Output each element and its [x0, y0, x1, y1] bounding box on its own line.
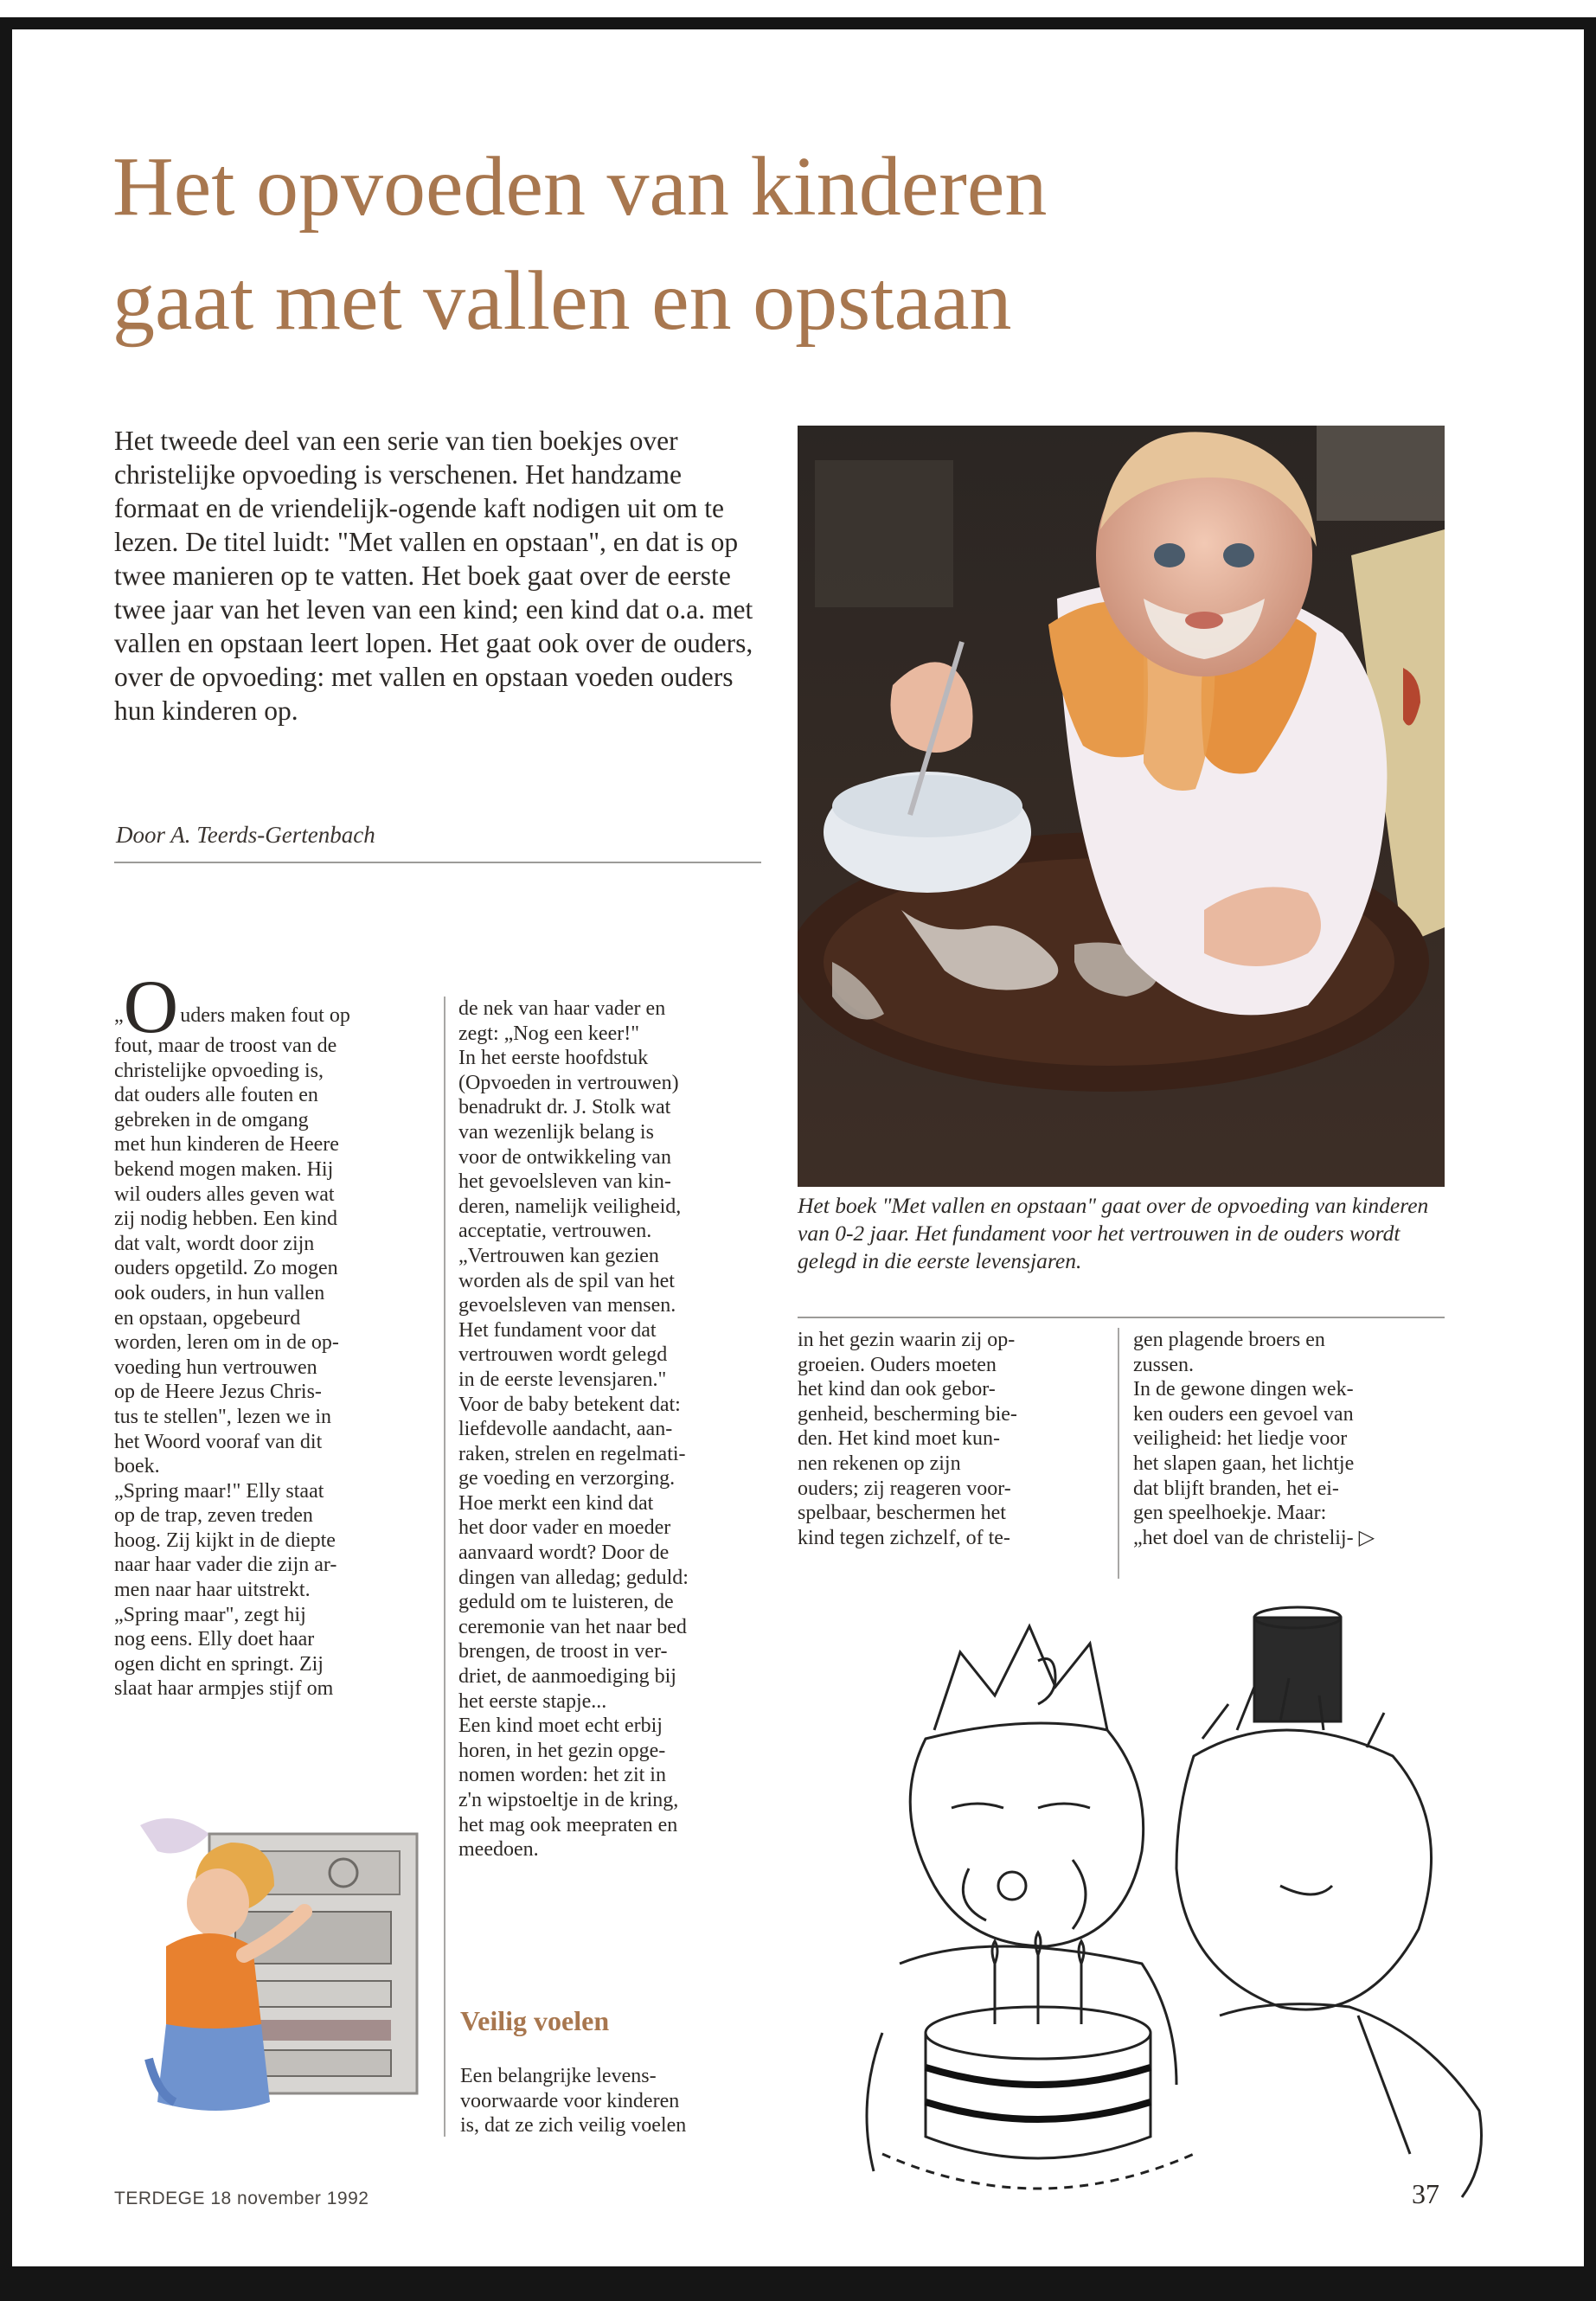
text-line: tus te stellen", lezen we in [114, 1405, 332, 1428]
text-line: nen rekenen op zijn [798, 1452, 961, 1475]
page-border-right [1584, 17, 1596, 2284]
page-border-left [0, 17, 12, 2284]
text-line: (Opvoeden in vertrouwen) [458, 1071, 679, 1094]
first-line-rest: uders maken fout op [180, 1004, 350, 1027]
text-line: aanvaard wordt? Door de [458, 1541, 670, 1565]
text-line: wil ouders alles geven wat [114, 1183, 335, 1206]
column-divider [444, 997, 445, 2137]
text-line: gen plagende broers en [1133, 1329, 1325, 1351]
text-line: Het fundament voor dat [458, 1318, 657, 1342]
body-column-4 [1133, 1328, 1445, 1550]
text-line: In het eerste hoofdstuk [458, 1047, 649, 1070]
text-line: ceremonie van het naar bed [458, 1615, 687, 1638]
text-line: z'n wipstoeltje in de kring, [458, 1789, 679, 1811]
text-line: „Vertrouwen kan gezien [458, 1244, 659, 1267]
title-line-2: gaat met vallen en opstaan [112, 254, 1012, 348]
text-line: op de trap, zeven treden [114, 1504, 313, 1528]
text-line: met hun kinderen de Heere [114, 1133, 339, 1157]
column-divider [1118, 1328, 1119, 1579]
text-line: meedoen. [458, 1838, 539, 1862]
text-line: worden als de spil van het [458, 1269, 675, 1292]
text-line: boek. [114, 1455, 160, 1478]
text-line: ge voeding en verzorging. [458, 1467, 676, 1490]
dropcap-quote: „ [114, 1004, 124, 1027]
text-line: van wezenlijk belang is [458, 1120, 654, 1144]
text-line: fout, maar de troost van de [114, 1035, 337, 1057]
text-line: ogen dicht en springt. Zij [114, 1652, 324, 1676]
text-line: christelijke opvoeding is, [114, 1059, 324, 1082]
text-line: ouders; zij reageren voor- [798, 1477, 1011, 1500]
text-line: voorwaarde voor kinderen [460, 2089, 680, 2112]
text-line: Een kind moet echt erbij [458, 1715, 663, 1738]
text-line: gen speelhoekje. Maar: [1133, 1502, 1327, 1525]
text-line: driet, de aanmoediging bij [458, 1665, 676, 1689]
text-line: liefdevolle aandacht, aan- [458, 1418, 673, 1441]
text-line: zij nodig hebben. Een kind [114, 1208, 337, 1231]
text-line: veiligheid: het liedje voor [1133, 1427, 1348, 1451]
text-line: dingen van alledag; geduld: [458, 1566, 689, 1589]
text-line: naar haar vader die zijn ar- [114, 1554, 337, 1577]
text-line: het gevoelsleven van kin- [458, 1170, 671, 1194]
text-line: in het gezin waarin zij op- [798, 1329, 1016, 1351]
text-line: Voor de baby betekent dat: [458, 1393, 681, 1416]
text-line: „Spring maar", zegt hij [114, 1603, 306, 1626]
text-line: bekend mogen maken. Hij [114, 1157, 334, 1181]
text-line: is, dat ze zich veilig voelen [460, 2114, 687, 2138]
text-line: voeding hun vertrouwen [114, 1356, 317, 1379]
text-line: nog eens. Elly doet haar [114, 1628, 315, 1651]
text-line: horen, in het gezin opge- [458, 1739, 666, 1762]
birthday-children-illustration [830, 1600, 1514, 2206]
text-line: acceptatie, vertrouwen. [458, 1220, 652, 1243]
text-line: dat valt, wordt door zijn [114, 1232, 315, 1255]
body-column-1 [114, 965, 443, 1702]
text-line: kind tegen zichzelf, of te- [798, 1526, 1010, 1549]
text-line: deren, namelijk veiligheid, [458, 1195, 682, 1218]
text-line: vertrouwen wordt gelegd [458, 1343, 668, 1367]
text-line: genheid, bescherming bie- [798, 1402, 1017, 1426]
child-at-cabinet-illustration [114, 1799, 434, 2119]
text-line: in de eerste levensjaren." [458, 1368, 667, 1391]
text-line: brengen, de troost in ver- [458, 1640, 668, 1663]
text-line: het eerste stapje... [458, 1689, 607, 1713]
text-line: het Woord vooraf van dit [114, 1430, 323, 1453]
text-line: ook ouders, in hun vallen [114, 1281, 325, 1304]
subheading-veilig-voelen: Veilig voelen [460, 2005, 610, 2036]
text-line: het slapen gaan, het lichtje [1133, 1452, 1355, 1475]
photo-caption: Het boek "Met vallen en opstaan" gaat over de opvoeding van kinderen van 0-2 jaar. Het fundament voor het vertrouwen in de ouders wordt gelegd in die eerste levensjaren. [798, 1193, 1429, 1273]
text-line: ouders opgetild. Zo mogen [114, 1257, 338, 1280]
text-line: „het doel van de christelij- ▷ [1133, 1526, 1375, 1549]
text-line: worden, leren om in de op- [114, 1331, 339, 1355]
text-line: gebreken in de omgang [114, 1108, 309, 1131]
title-line-1: Het opvoeden van kinderen [112, 140, 1048, 234]
text-line: het kind dan ook gebor- [798, 1378, 996, 1401]
page-border-top [0, 17, 1596, 29]
body-column-3 [798, 1328, 1109, 1550]
text-line: ken ouders een gevoel van [1133, 1402, 1354, 1426]
text-line: Een belangrijke levens- [460, 2065, 657, 2087]
intro-paragraph: Het tweede deel van een serie van tien boekjes over christelijke opvoeding is verschenen. Het handzame formaat en de vriendelijk-ogende kaft nodigen uit om te lezen. De titel luidt: "Met vallen en opstaan", en dat is op twee manieren op te vatten. Het boek gaat over de eerste twee jaar van het leven van een kind; een kind dat o.a. met vallen en opstaan leert lopen. Het gaat ook over de ouders, over de opvoeding: met vallen en opstaan voeden ouders hun kinderen op. [114, 426, 753, 726]
text-line: slaat haar armpjes stijf om [114, 1677, 334, 1701]
text-line: In de gewone dingen wek- [1133, 1378, 1354, 1401]
text-line: nomen worden: het zit in [458, 1764, 666, 1787]
dropcap: O [123, 965, 179, 1049]
text-line: „Spring maar!" Elly staat [114, 1479, 324, 1503]
body-column-2 [458, 997, 770, 1862]
page-number: 37 [1412, 2178, 1439, 2209]
text-line: benadrukt dr. J. Stolk wat [458, 1096, 671, 1119]
publication-footer: TERDEGE 18 november 1992 [114, 2189, 369, 2208]
text-line: dat ouders alle fouten en [114, 1084, 318, 1107]
text-line: Hoe merkt een kind dat [458, 1491, 654, 1515]
text-line: voor de ontwikkeling van [458, 1145, 671, 1169]
text-line: raken, strelen en regelmati- [458, 1442, 686, 1465]
text-line: men naar haar uitstrekt. [114, 1579, 311, 1602]
text-line: gevoelsleven van mensen. [458, 1294, 676, 1317]
text-line: zegt: „Nog een keer!" [458, 1022, 640, 1045]
byline-divider [114, 862, 761, 863]
text-line: den. Het kind moet kun- [798, 1427, 1000, 1451]
text-line: het mag ook meepraten en [458, 1813, 678, 1836]
caption-divider [798, 1317, 1445, 1318]
text-line: hoog. Zij kijkt in de diepte [114, 1529, 336, 1552]
text-line: geduld om te luisteren, de [458, 1591, 674, 1614]
text-line: spelbaar, beschermen het [798, 1502, 1006, 1525]
baby-photo [798, 426, 1445, 1187]
body-column-2-continued [460, 2064, 772, 2138]
text-line: het door vader en moeder [458, 1516, 671, 1540]
text-line: op de Heere Jezus Chris- [114, 1381, 322, 1404]
article-title [112, 130, 1410, 358]
page-border-bottom [0, 2266, 1596, 2301]
text-line: groeien. Ouders moeten [798, 1353, 997, 1376]
text-line: en opstaan, opgebeurd [114, 1306, 301, 1330]
byline: Door A. Teerds-Gertenbach [116, 822, 375, 848]
text-line: dat blijft branden, het ei- [1133, 1477, 1339, 1500]
text-line: zussen. [1133, 1353, 1194, 1376]
text-line: de nek van haar vader en [458, 997, 666, 1020]
